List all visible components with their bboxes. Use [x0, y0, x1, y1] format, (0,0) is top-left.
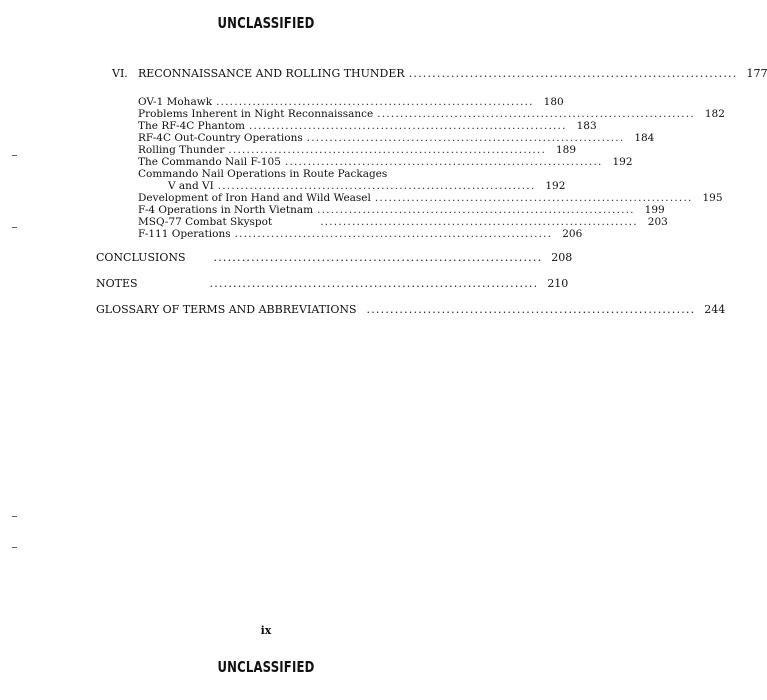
chapter-title: RECONNAISSANCE AND ROLLING THUNDER — [138, 67, 405, 80]
dot-leader: ...................................................................... — [217, 180, 536, 192]
dot-leader: ...................................................................... — [374, 192, 693, 204]
entry-title: MSQ-77 Combat Skyspot — [138, 216, 273, 228]
entry-title: NOTES — [96, 277, 138, 290]
margin-scan-mark — [12, 516, 17, 517]
toc-notes-entry — [96, 277, 569, 290]
entry-page: 184 — [634, 132, 655, 144]
toc-entry-title-line — [138, 168, 484, 180]
toc-entry — [138, 120, 597, 132]
margin-scan-mark — [12, 155, 17, 156]
dot-leader: ...................................................................... — [320, 216, 638, 228]
entry-page: 192 — [612, 156, 633, 168]
entry-page: 182 — [704, 108, 725, 120]
entry-page: 244 — [704, 303, 726, 316]
classification-marking-bottom: UNCLASSIFIED — [217, 658, 315, 676]
entry-title-continued: V and VI — [168, 180, 214, 192]
dot-leader: ...................................................................... — [317, 204, 635, 216]
dot-leader: ...................................................................... — [234, 228, 553, 240]
toc-chapter-entry — [112, 67, 767, 80]
toc-entry — [138, 96, 564, 108]
entry-page: 195 — [702, 192, 723, 204]
entry-page: 199 — [644, 204, 665, 216]
toc-entry — [138, 204, 665, 216]
chapter-page: 177 — [746, 67, 767, 80]
toc-glossary-entry — [96, 303, 726, 316]
entry-page: 189 — [555, 144, 577, 156]
entry-title: The Commando Nail F-105 — [138, 156, 281, 168]
toc-entry — [138, 108, 725, 120]
toc-entry — [138, 216, 668, 228]
entry-title: GLOSSARY OF TERMS AND ABBREVIATIONS — [96, 303, 357, 316]
entry-title: RF-4C Out-Country Operations — [138, 132, 303, 144]
entry-title: The RF-4C Phantom — [138, 120, 245, 132]
entry-title: Development of Iron Hand and Wild Weasel — [138, 192, 371, 204]
dot-leader: ...................................................................... — [209, 277, 539, 290]
dot-leader: ...................................................................... — [408, 67, 738, 80]
entry-page: 210 — [547, 277, 569, 290]
entry-title: CONCLUSIONS — [96, 251, 186, 264]
dot-leader: ...................................................................... — [306, 132, 625, 144]
toc-conclusions-entry — [96, 251, 573, 264]
dot-leader: ...................................................................... — [213, 251, 543, 264]
entry-page: 203 — [647, 216, 668, 228]
page-number: ix — [260, 624, 272, 637]
entry-page: 180 — [543, 96, 564, 108]
entry-page: 206 — [562, 228, 583, 240]
margin-scan-mark — [12, 227, 17, 228]
entry-page: 192 — [545, 180, 566, 192]
dot-leader: ...................................................................... — [284, 156, 603, 168]
entry-title: F-111 Operations — [138, 228, 231, 240]
dot-leader: ...................................................................... — [366, 303, 696, 316]
entry-title: Problems Inherent in Night Reconnaissance — [138, 108, 374, 120]
dot-leader: ...................................................................... — [248, 120, 567, 132]
chapter-number: VI. — [112, 67, 128, 80]
entry-title: F-4 Operations in North Vietnam — [138, 204, 314, 216]
toc-entry — [138, 228, 583, 240]
classification-marking-top: UNCLASSIFIED — [217, 14, 315, 32]
margin-scan-mark — [12, 547, 17, 548]
toc-entry — [138, 156, 633, 168]
toc-entry — [138, 132, 655, 144]
entry-title: Rolling Thunder — [138, 144, 225, 156]
toc-entry — [138, 144, 577, 156]
entry-title: Commando Nail Operations in Route Packages — [138, 168, 388, 180]
dot-leader: ...................................................................... — [377, 108, 695, 120]
dot-leader: ...................................................................... — [216, 96, 534, 108]
toc-entry — [138, 192, 723, 204]
entry-page: 208 — [551, 251, 573, 264]
toc-entry — [138, 180, 566, 192]
entry-page: 183 — [576, 120, 597, 132]
dot-leader: ...................................................................... — [228, 144, 547, 156]
entry-title: OV-1 Mohawk — [138, 96, 213, 108]
